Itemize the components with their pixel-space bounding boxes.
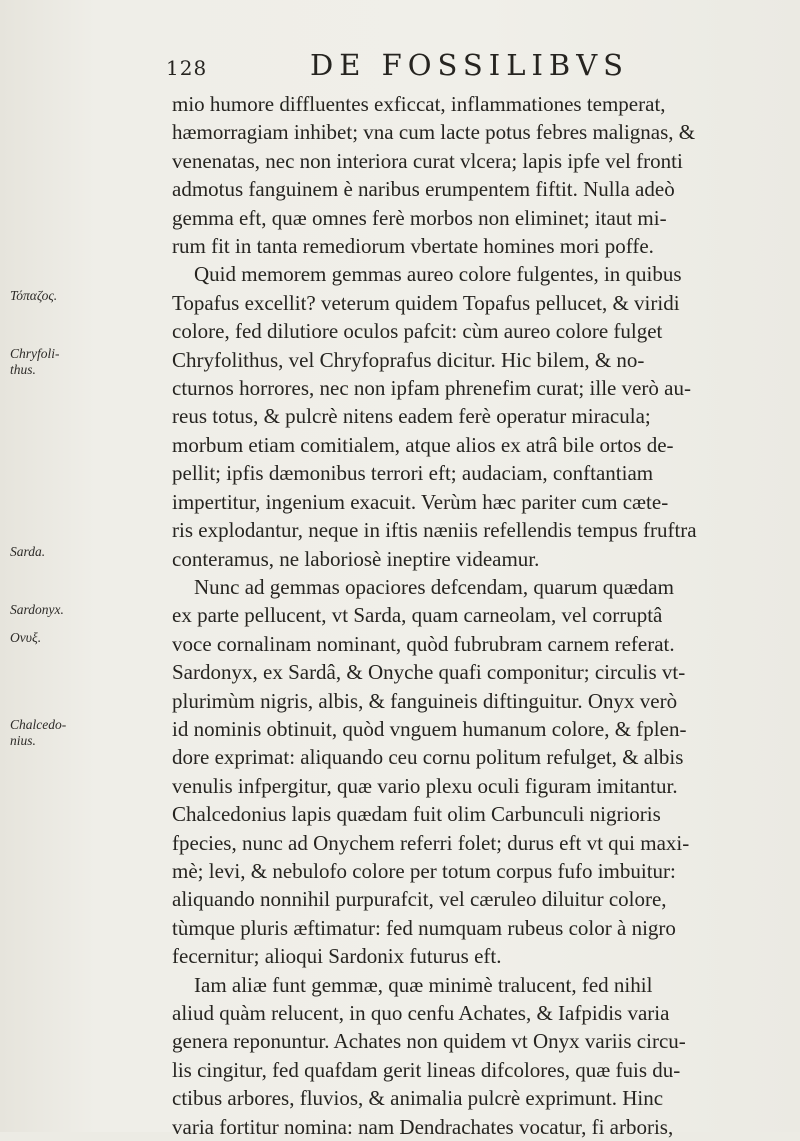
running-title: DE FOSSILIBVS	[310, 48, 630, 82]
margin-note-chalcedonius-2: nius.	[10, 733, 36, 748]
text-line: aliquando nonnihil purpurafcit, vel cæruleo diluitur colore,	[172, 887, 667, 912]
text-line: lis cingitur, fed quafdam gerit lineas difcolores, quæ fuis du-	[172, 1057, 681, 1082]
text-line: ris explodantur, neque in iftis næniis refellendis tempus fruftra	[172, 518, 697, 543]
text-line: Sardonyx, ex Sardâ, & Onyche quafi componitur; circulis vt-	[172, 660, 686, 685]
text-line: admotus fanguinem è naribus erumpentem fiftit. Nulla adeò	[172, 177, 675, 202]
text-line: Topafus excellit? veterum quidem Topafus pellucet, & viridi	[172, 290, 680, 315]
text-line: mio humore diffluentes exficcat, inflammationes temperat,	[172, 92, 666, 116]
text-line: hæmorragiam inhibet; vna cum lacte potus febres malignas, &	[172, 120, 696, 145]
text-line: Chryfolithus, vel Chryfoprafus dicitur. Hic bilem, & no-	[172, 347, 645, 372]
margin-note-sarda: Sarda.	[10, 544, 46, 559]
text-line: fpecies, nunc ad Onychem referri folet; durus eft vt qui maxi-	[172, 830, 690, 855]
text-line: Nunc ad gemmas opaciores defcendam, quarum quædam	[194, 574, 674, 599]
text-line: varia fortitur nomina: nam Dendrachates vocatur, fi arboris,	[172, 1114, 674, 1139]
body-text	[172, 90, 794, 1141]
text-line: conteramus, ne laboriosè ineptire videamur.	[172, 546, 540, 571]
text-line: dore exprimat: aliquando ceu cornu politum refulget, & albis	[172, 745, 684, 770]
text-line: ex parte pellucent, vt Sarda, quam carneolam, vel corruptâ	[172, 603, 663, 628]
text-line: Iam aliæ funt gemmæ, quæ minimè tralucent, fed nihil	[194, 972, 653, 997]
text-line: genera reponuntur. Achates non quidem vt Onyx variis circu-	[172, 1029, 686, 1054]
text-line: colore, fed dilutiore oculos pafcit: cùm aureo colore fulget	[172, 319, 663, 344]
text-line: id nominis obtinuit, quòd vnguem humanum colore, & fplen-	[172, 716, 687, 741]
text-line: fecernitur; alioqui Sardonix futurus eft.	[172, 944, 502, 969]
text-line: cturnos horrores, nec non ipfam phrenefim curat; ille verò au-	[172, 376, 691, 401]
margin-note-onyx: Ονυξ.	[10, 630, 42, 645]
margin-note-sardonyx: Sardonyx.	[10, 602, 64, 617]
text-line: voce cornalinam nominant, quòd fubrubram carnem referat.	[172, 631, 675, 656]
text-line: gemma eft, quæ omnes ferè morbos non eliminet; itaut mi-	[172, 205, 667, 230]
text-line: pellit; ipfis dæmonibus terrori eft; audaciam, conftantiam	[172, 461, 654, 486]
text-line: mè; levi, & nebulofo colore per totum corpus fufo imbuitur:	[172, 858, 676, 883]
running-header	[160, 48, 760, 88]
text-line: ctibus arbores, fluvios, & animalia pulcrè exprimunt. Hinc	[172, 1086, 664, 1111]
text-line: venenatas, nec non interiora curat vlcera; lapis ipfe vel fronti	[172, 148, 683, 173]
margin-note-topazos: Τόπαζος.	[10, 288, 58, 303]
text-line: reus totus, & pulcrè nitens eadem ferè operatur miracula;	[172, 404, 651, 429]
margin-note-chalcedonius-1: Chalcedo-	[10, 717, 67, 732]
text-line: tùmque pluris æftimatur: fed numquam rubeus color à nigro	[172, 915, 676, 940]
text-line: morbum etiam comitialem, atque alios ex atrâ bile ortos de-	[172, 432, 674, 457]
text-line: impertitur, ingenium exacuit. Verùm hæc pariter cum cæte-	[172, 489, 669, 514]
page-number: 128	[166, 56, 208, 80]
text-line: Chalcedonius lapis quædam fuit olim Carbunculi nigrioris	[172, 802, 661, 827]
margin-note-chrysolithus-2: thus.	[10, 362, 36, 377]
text-line: rum fit in tanta remediorum vbertate homines mori poffe.	[172, 234, 654, 259]
text-line: aliud quàm relucent, in quo cenfu Achates, & Iafpidis varia	[172, 1001, 670, 1025]
text-line: Quid memorem gemmas aureo colore fulgentes, in quibus	[194, 262, 682, 287]
text-line: plurimùm nigris, albis, & fanguineis diftinguitur. Onyx verò	[172, 688, 678, 713]
text-line: venulis infpergitur, quæ vario plexu oculi figuram imitantur.	[172, 773, 678, 798]
margin-note-chrysolithus-1: Chryfoli-	[10, 346, 60, 361]
